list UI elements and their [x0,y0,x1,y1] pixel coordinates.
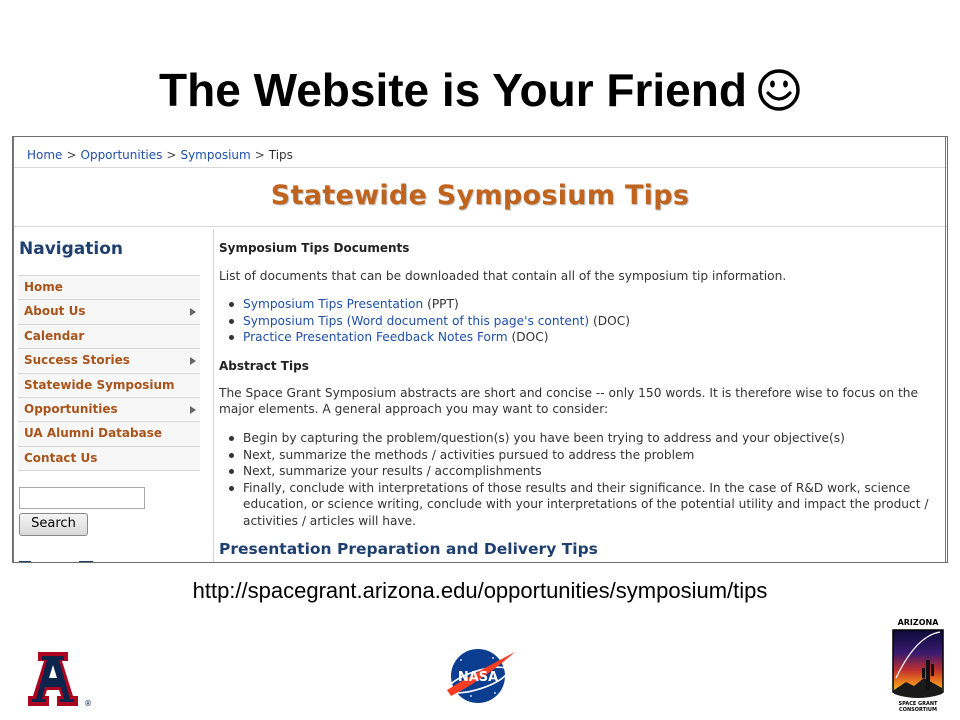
sidebar-divider [213,229,214,563]
search-input[interactable] [19,487,145,509]
frame-right-edge [945,137,946,563]
presentation-heading: Presentation Preparation and Delivery Tips [219,540,598,558]
abstract-tips-list [219,430,943,529]
svg-text:®: ® [84,699,92,708]
university-of-arizona-logo [16,650,96,716]
navigation-menu [18,275,200,471]
slide-title-text: The Website is Your Friend [159,64,747,116]
website-screenshot [12,136,948,563]
breadcrumb-separator: > [166,148,177,162]
cut-off-sidebar-heading [19,555,169,563]
sidebar-item-label: Calendar [24,328,85,343]
website-url: http://spacegrant.arizona.edu/opportunities/symposium/tips [192,578,768,603]
breadcrumb-home[interactable]: Home [27,148,63,162]
slide-title [0,62,960,124]
navigation-heading: Navigation [19,239,123,259]
doc-type: (DOC) [511,330,549,344]
smiley-face-icon [757,68,801,124]
doc-link-word[interactable]: Symposium Tips (Word document of this page's content) [243,313,590,328]
breadcrumb-separator: > [254,148,265,162]
docs-list [219,296,943,346]
frame-left-edge [13,137,14,563]
doc-link-presentation[interactable]: Symposium Tips Presentation [243,297,424,311]
sidebar-item-label: Contact Us [24,450,98,465]
sidebar-item-success-stories[interactable] [18,349,200,373]
list-item: Finally, conclude with interpretations of those results and their significance. In the case of R&D work, science education, or science writing, conclude with your interpretations of the potential utility and impact the product / activities / articles will have. [219,480,943,530]
submenu-arrow-icon [190,357,196,365]
list-item [219,329,943,346]
sgc-logo-bottom-text-2: CONSORTIUM [899,707,937,712]
abstract-intro: The Space Grant Symposium abstracts are short and concise -- only 150 words. It is therefore wise to focus on the major elements. A general approach you may want to consider: [219,386,918,416]
list-item: Next, summarize the methods / activities pursued to address the problem [219,447,943,464]
breadcrumb [27,148,293,162]
sidebar-item-statewide-symposium[interactable] [18,374,200,398]
nasa-logo-text: NASA [457,670,499,685]
doc-type: (DOC) [593,313,630,328]
arizona-space-grant-logo [888,616,948,716]
sidebar-item-label: Success Stories [24,353,130,368]
abstract-heading: Abstract Tips [219,359,309,373]
page-title: Statewide Symposium Tips [270,180,690,211]
docs-intro: List of documents that can be downloaded that contain all of the symposium tip information. [219,269,787,283]
list-item: Next, summarize your results / accomplishments [219,463,943,480]
sidebar-item-contact-us[interactable] [18,447,200,471]
doc-type: (PPT) [427,297,459,311]
sidebar-item-label: Statewide Symposium [24,377,175,392]
breadcrumb-separator: > [66,148,77,162]
breadcrumb-current: Tips [268,148,293,162]
sidebar-item-label: Opportunities [24,401,118,416]
page-banner [13,167,947,227]
search-button[interactable]: Search [19,513,88,536]
list-item [219,296,943,313]
sidebar-item-opportunities[interactable] [18,398,200,422]
breadcrumb-symposium[interactable]: Symposium [180,148,251,162]
doc-link-feedback-form[interactable]: Practice Presentation Feedback Notes Form [243,330,508,344]
list-item: Begin by capturing the problem/question(s) you have been trying to address and your objective(s) [219,430,943,447]
sidebar-navigation [13,229,213,563]
sidebar-item-ua-alumni-database[interactable] [18,422,200,446]
sidebar-item-label: UA Alumni Database [24,426,162,441]
submenu-arrow-icon [190,406,196,414]
submenu-arrow-icon [190,308,196,316]
sidebar-item-calendar[interactable] [18,325,200,349]
sidebar-item-about-us[interactable] [18,300,200,324]
sidebar-item-home[interactable] [18,276,200,300]
breadcrumb-opportunities[interactable]: Opportunities [80,148,163,162]
sidebar-item-label: About Us [24,304,86,319]
docs-heading: Symposium Tips Documents [219,241,410,255]
sgc-logo-bottom-text: SPACE GRANT [898,701,938,707]
nasa-logo [443,646,517,710]
sgc-logo-top-text: ARIZONA [897,618,939,627]
sidebar-item-label: Home [24,280,63,294]
list-item [219,313,943,330]
